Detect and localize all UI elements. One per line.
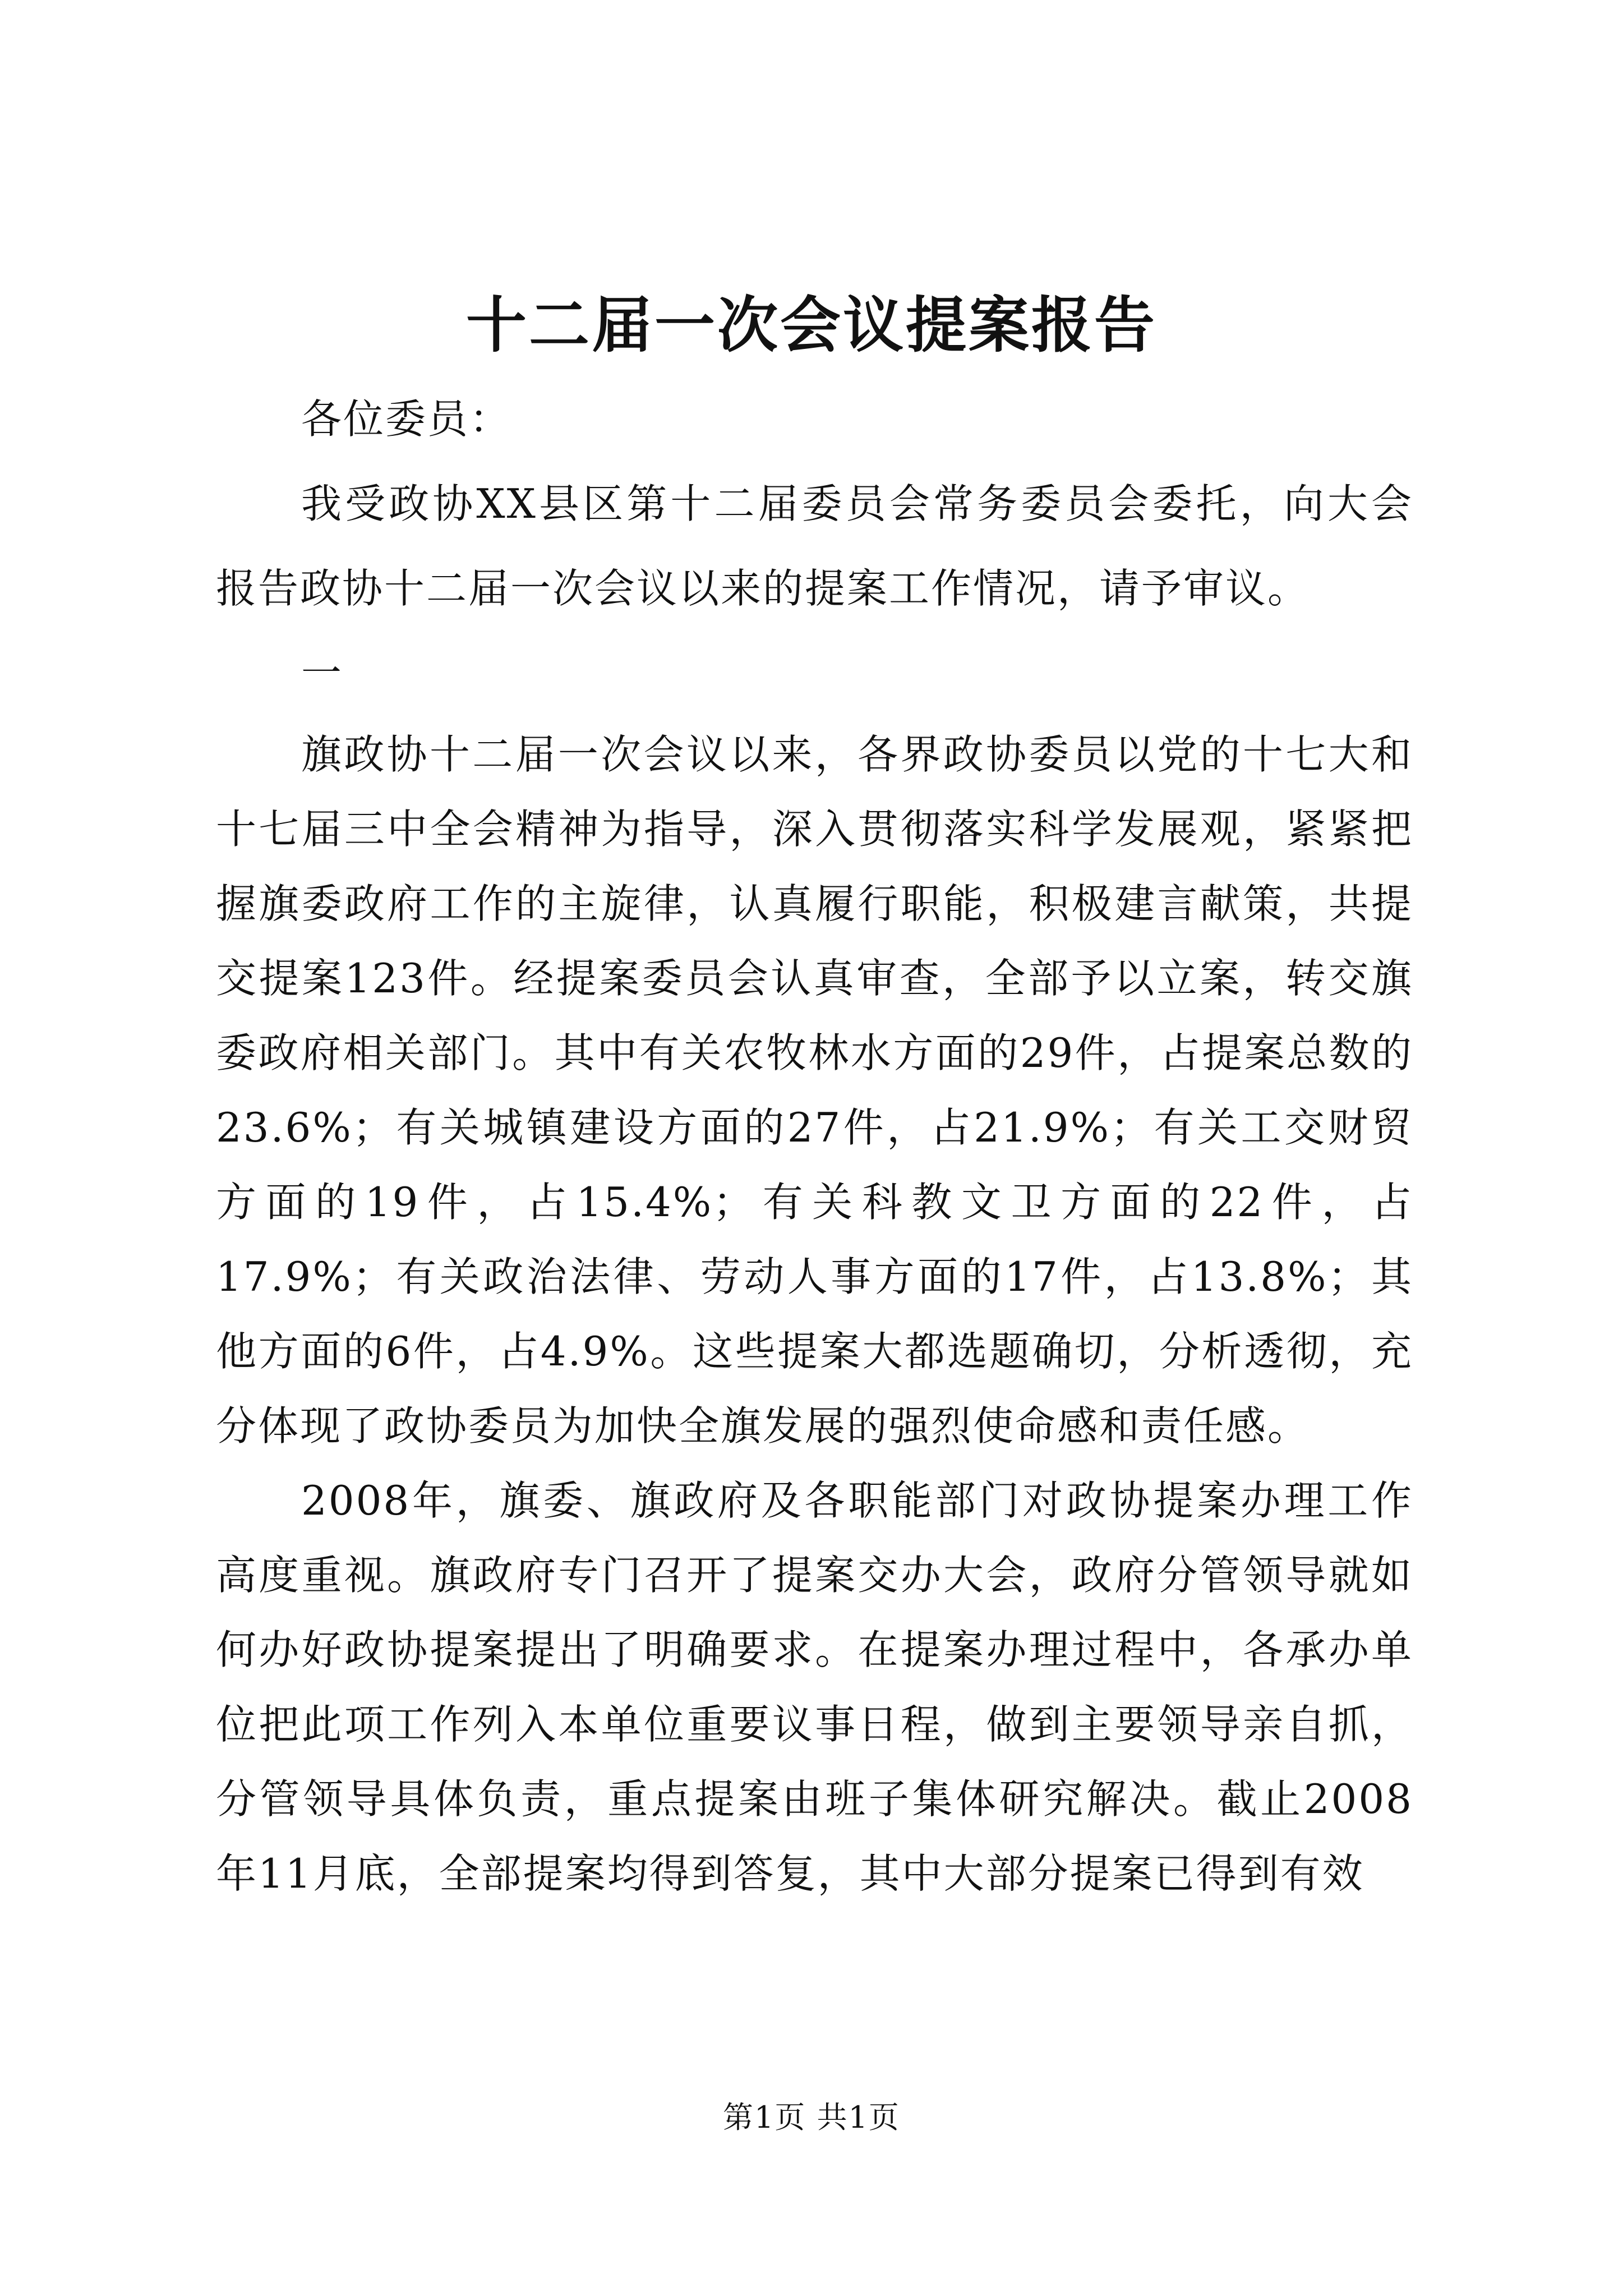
section-heading: 一 bbox=[301, 650, 344, 697]
salutation: 各位委员： bbox=[301, 395, 512, 443]
document-body bbox=[216, 377, 1413, 1911]
page-number-footer: 第1页 共1页 bbox=[723, 2100, 900, 2135]
paragraph-proposals-summary: 旗政协十二届一次会议以来，各界政协委员以党的十七大和十七届三中全会精神为指导，深入贯彻落实科学发展观，紧紧把握旗委政府工作的主旋律，认真履行职能，积极建言献策，共提交提案123件。经提案委员会认真审查，全部予以立案，转交旗委政府相关部门。其中有关农牧林水方面的29件，占提案总数的23.6%；有关城镇建设方面的27件，占21.9%；有关工交财贸方面的19件，占15.4%；有关科教文卫方面的22件，占17.9%；有关政治法律、劳动人事方面的17件，占13.8%；其他方面的6件，占4.9%。这些提案大都选题确切，分析透彻，充分体现了政协委员为加快全旗发展的强烈使命感和责任感。 bbox=[216, 731, 1413, 1450]
document-title: 十二届一次会议提案报告 bbox=[465, 290, 1157, 361]
paragraph-intro: 我受政协XX县区第十二届委员会常务委员会委托，向大会报告政协十二届一次会议以来的提案工作情况，请予审议。 bbox=[216, 480, 1413, 612]
paragraph-handling: 2008年，旗委、旗政府及各职能部门对政协提案办理工作高度重视。旗政府专门召开了提案交办大会，政府分管领导就如何办好政协提案提出了明确要求。在提案办理过程中，各承办单位把此项工作列入本单位重要议事日程，做到主要领导亲自抓，分管领导具体负责，重点提案由班子集体研究解决。截止2008年11月底，全部提案均得到答复，其中大部分提案已得到有效 bbox=[216, 1477, 1413, 1897]
